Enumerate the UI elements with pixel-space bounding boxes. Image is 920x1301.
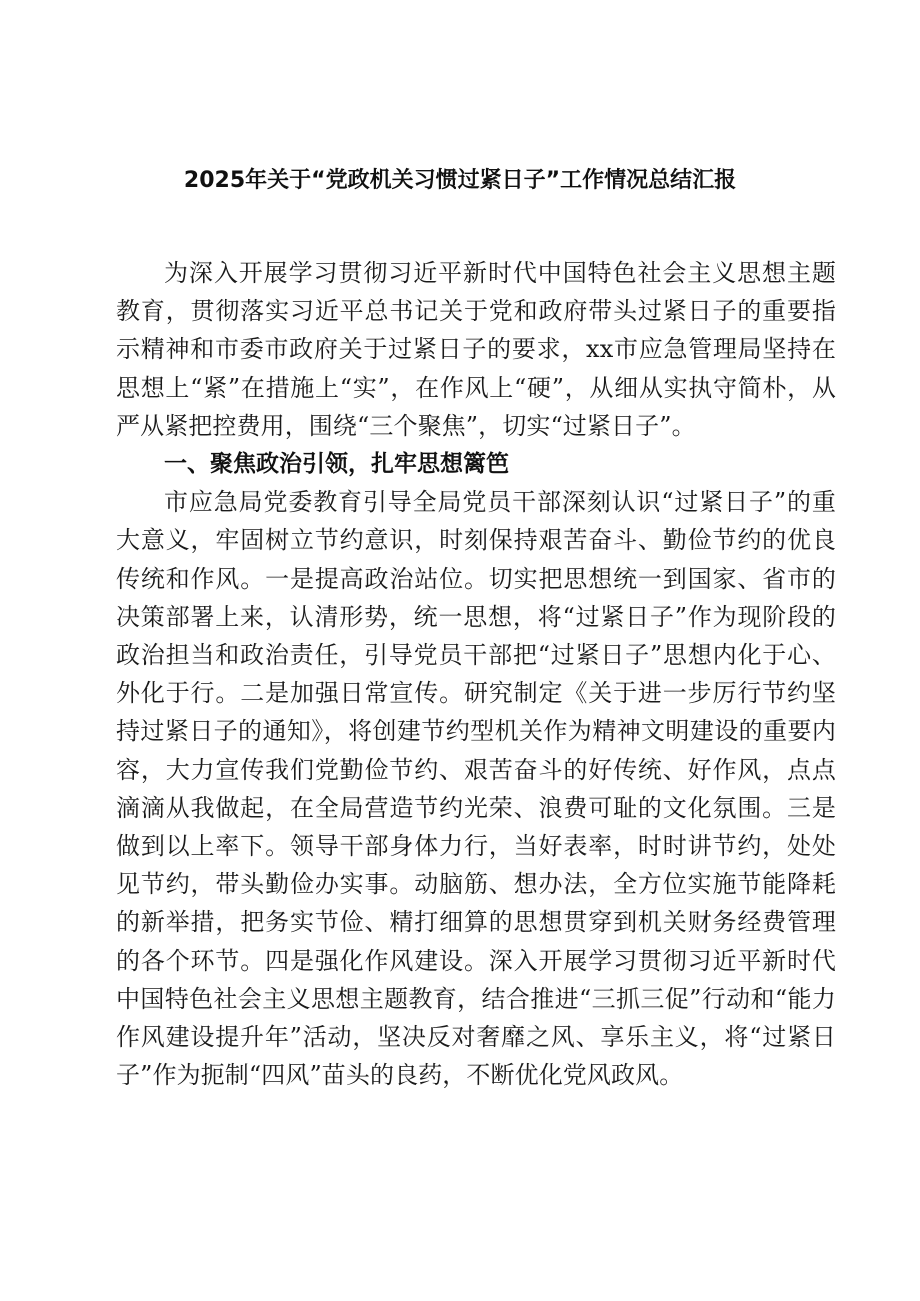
document-title: 2025年关于“党政机关习惯过紧日子”工作情况总结汇报 — [183, 168, 737, 193]
section-heading-1: 一、聚焦政治引领，扎牢思想篱笆 — [164, 451, 509, 478]
intro-paragraph: 为深入开展学习贯彻习近平新时代中国特色社会主义思想主题教育，贯彻落实习近平总书记关于党和政府带头过紧日子的重要指示精神和市委市政府关于过紧日子的要求，xx市应急管理局坚持在思想上“紧”在措施上“实”，在作风上“硬”，从细从实执守简朴，从严从紧把控费用，围绕“三个聚焦”，切实“过紧日子”。 — [116, 259, 836, 440]
document-body — [116, 254, 836, 1094]
section-1-paragraph: 市应急局党委教育引导全局党员干部深刻认识“过紧日子”的重大意义，牢固树立节约意识，时刻保持艰苦奋斗、勤俭节约的优良传统和作风。一是提高政治站位。切实把思想统一到国家、省市的决策部署上来，认清形势，统一思想，将“过紧日子”作为现阶段的政治担当和政治责任，引导党员干部把“过紧日子”思想内化于心、外化于行。二是加强日常宣传。研究制定《关于进一步厉行节约坚持过紧日子的通知》，将创建节约型机关作为精神文明建设的重要内容，大力宣传我们党勤俭节约、艰苦奋斗的好传统、好作风，点点滴滴从我做起，在全局营造节约光荣、浪费可耻的文化氛围。三是做到以上率下。领导干部身体力行，当好表率，时时讲节约，处处见节约，带头勤俭办实事。动脑筋、想办法，全方位实施节能降耗的新举措，把务实节俭、精打细算的思想贯穿到机关财务经费管理的各个环节。四是强化作风建设。深入开展学习贯彻习近平新时代中国特色社会主义思想主题教育，结合推进“三抓三促”行动和“能力作风建设提升年”活动，坚决反对奢靡之风、享乐主义，将“过紧日子”作为扼制“四风”苗头的良药，不断优化党风政风。 — [116, 488, 836, 1090]
